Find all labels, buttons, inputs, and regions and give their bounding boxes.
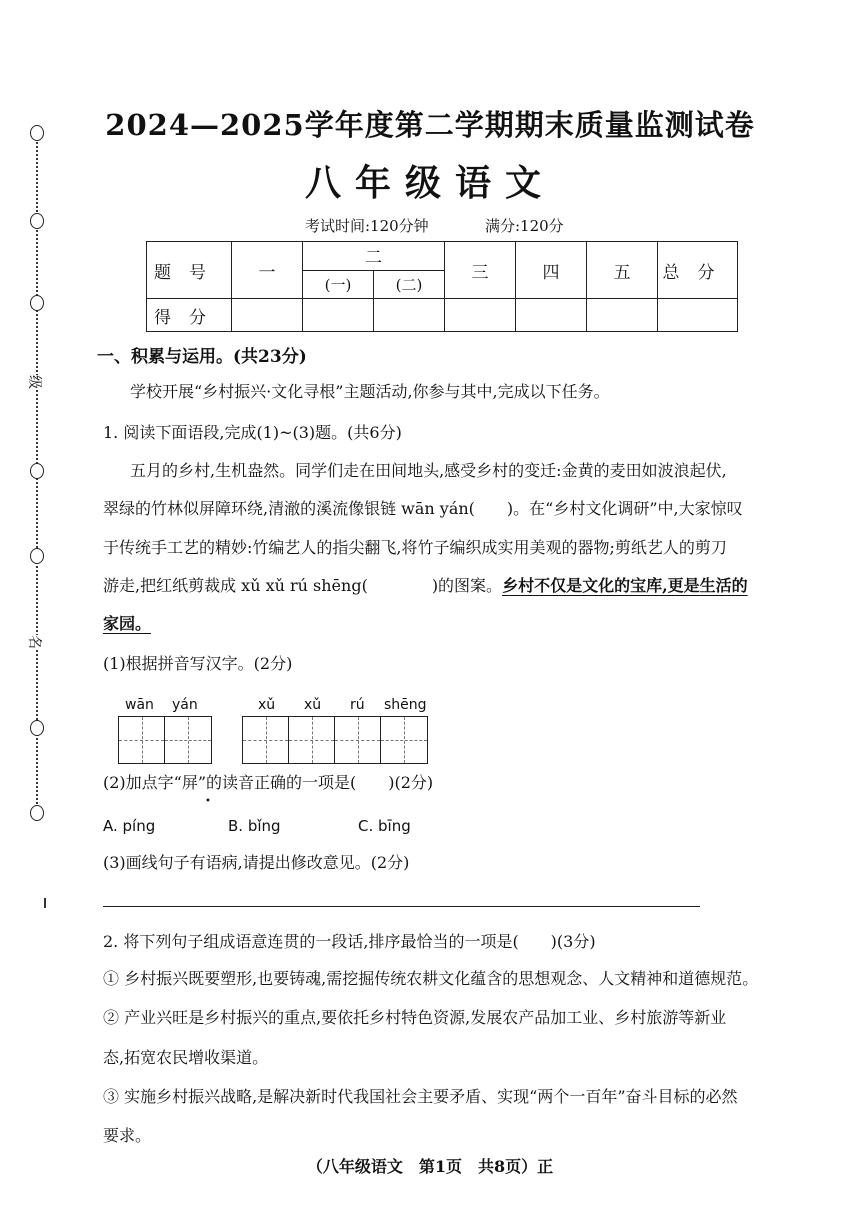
section-intro: 学校开展“乡村振兴·文化寻根”主题活动,你参与其中,完成以下任务。: [130, 382, 610, 401]
binding-ring: [30, 213, 44, 229]
score-table: [146, 241, 738, 332]
margin-mark: [44, 898, 46, 908]
writing-grid-1[interactable]: [118, 716, 212, 764]
sub-question-2: (2)加点字“屏”的读音正确的一项是( )(2分): [103, 773, 434, 792]
exam-title: 2024—2025学年度第二学期期末质量监测试卷: [105, 108, 755, 142]
score-cell[interactable]: [374, 299, 445, 332]
score-cell[interactable]: [445, 299, 516, 332]
binding-ring: [30, 463, 44, 479]
option-b[interactable]: B. bǐng: [228, 817, 281, 835]
pinyin-label: wān: [125, 697, 154, 713]
pinyin-label: rú: [350, 697, 365, 713]
header-cell-3: 三: [445, 242, 516, 299]
char-box[interactable]: [119, 717, 165, 763]
writing-grid-2[interactable]: [242, 716, 428, 764]
sentence-3: ③ 实施乡村振兴战略,是解决新时代我国社会主要矛盾、实现“两个一百年”奋斗目标的必然: [103, 1087, 738, 1106]
binding-ring: [30, 548, 44, 564]
char-box[interactable]: [243, 717, 289, 763]
full-score: 满分:120分: [485, 217, 564, 235]
score-cell[interactable]: [516, 299, 587, 332]
header-cell-number: 题号: [147, 242, 232, 299]
header-cell-5: 五: [587, 242, 658, 299]
sub-question-3: (3)画线句子有语病,请提出修改意见。(2分): [103, 853, 410, 872]
header-cell-4: 四: [516, 242, 587, 299]
margin-label-class: 级: [25, 375, 45, 389]
pinyin-label: xǔ: [258, 697, 276, 713]
score-row-label: 得分: [147, 299, 232, 332]
sentence-1: ① 乡村振兴既要塑形,也要铸魂,需挖掘传统农耕文化蕴含的思想观念、人文精神和道德规范。: [103, 969, 759, 988]
section-heading: 一、积累与运用。(共23分): [97, 347, 307, 367]
question-2-stem: 2. 将下列句子组成语意连贯的一段话,排序最恰当的一项是( )(3分): [103, 932, 596, 951]
sub-question-1: (1)根据拼音写汉字。(2分): [103, 654, 293, 673]
sentence-2-cont: 态,拓宽农民增收渠道。: [103, 1048, 269, 1067]
page-footer: （八年级语文 第1页 共8页）正: [306, 1157, 554, 1176]
score-cell[interactable]: [232, 299, 303, 332]
margin-label-name: 名: [25, 635, 45, 649]
option-a[interactable]: A. píng: [103, 817, 156, 835]
pinyin-label: shēng: [384, 697, 427, 713]
emphasis-dot: •: [205, 796, 211, 807]
answer-line[interactable]: [103, 906, 700, 907]
underlined-sentence-end: 家园。: [103, 614, 152, 633]
header-cell-total: 总分: [658, 242, 738, 299]
header-cell-1: 一: [232, 242, 303, 299]
passage-line: 于传统手工艺的精妙:竹编艺人的指尖翻飞,将竹子编织成实用美观的器物;剪纸艺人的剪刀: [103, 538, 727, 557]
binding-ring: [30, 805, 44, 821]
exam-time: 考试时间:120分钟: [305, 217, 429, 235]
question-1-stem: 1. 阅读下面语段,完成(1)~(3)题。(共6分): [103, 423, 402, 442]
char-box[interactable]: [381, 717, 427, 763]
underlined-sentence: 乡村不仅是文化的宝库,更是生活的: [502, 576, 748, 595]
char-box[interactable]: [165, 717, 211, 763]
passage-text: 游走,把红纸剪裁成 xǔ xǔ rú shēng( )的图案。: [103, 576, 503, 595]
passage-line: 五月的乡村,生机盎然。同学们走在田间地头,感受乡村的变迁:金黄的麦田如波浪起伏,: [130, 461, 727, 480]
option-c[interactable]: C. bīng: [358, 817, 411, 835]
passage-line: [103, 574, 748, 598]
score-cell[interactable]: [587, 299, 658, 332]
passage-line: 翠绿的竹林似屏障环绕,清澈的溪流像银链 wān yán( )。在“乡村文化调研”中,大家惊叹: [103, 499, 743, 518]
pinyin-label: xǔ: [304, 697, 322, 713]
sentence-3-cont: 要求。: [103, 1126, 152, 1145]
subject-title: 八年级语文: [304, 163, 555, 204]
binding-ring: [30, 295, 44, 311]
char-box[interactable]: [335, 717, 381, 763]
binding-ring: [30, 720, 44, 736]
sentence-2: ② 产业兴旺是乡村振兴的重点,要依托乡村特色资源,发展农产品加工业、乡村旅游等新业: [103, 1008, 727, 1027]
header-cell-2-sub1: (一): [303, 270, 374, 299]
header-cell-2: 二: [303, 242, 445, 271]
char-box[interactable]: [289, 717, 335, 763]
pinyin-label: yán: [172, 697, 198, 713]
score-cell[interactable]: [658, 299, 738, 332]
score-cell[interactable]: [303, 299, 374, 332]
header-cell-2-sub2: (二): [374, 270, 445, 299]
